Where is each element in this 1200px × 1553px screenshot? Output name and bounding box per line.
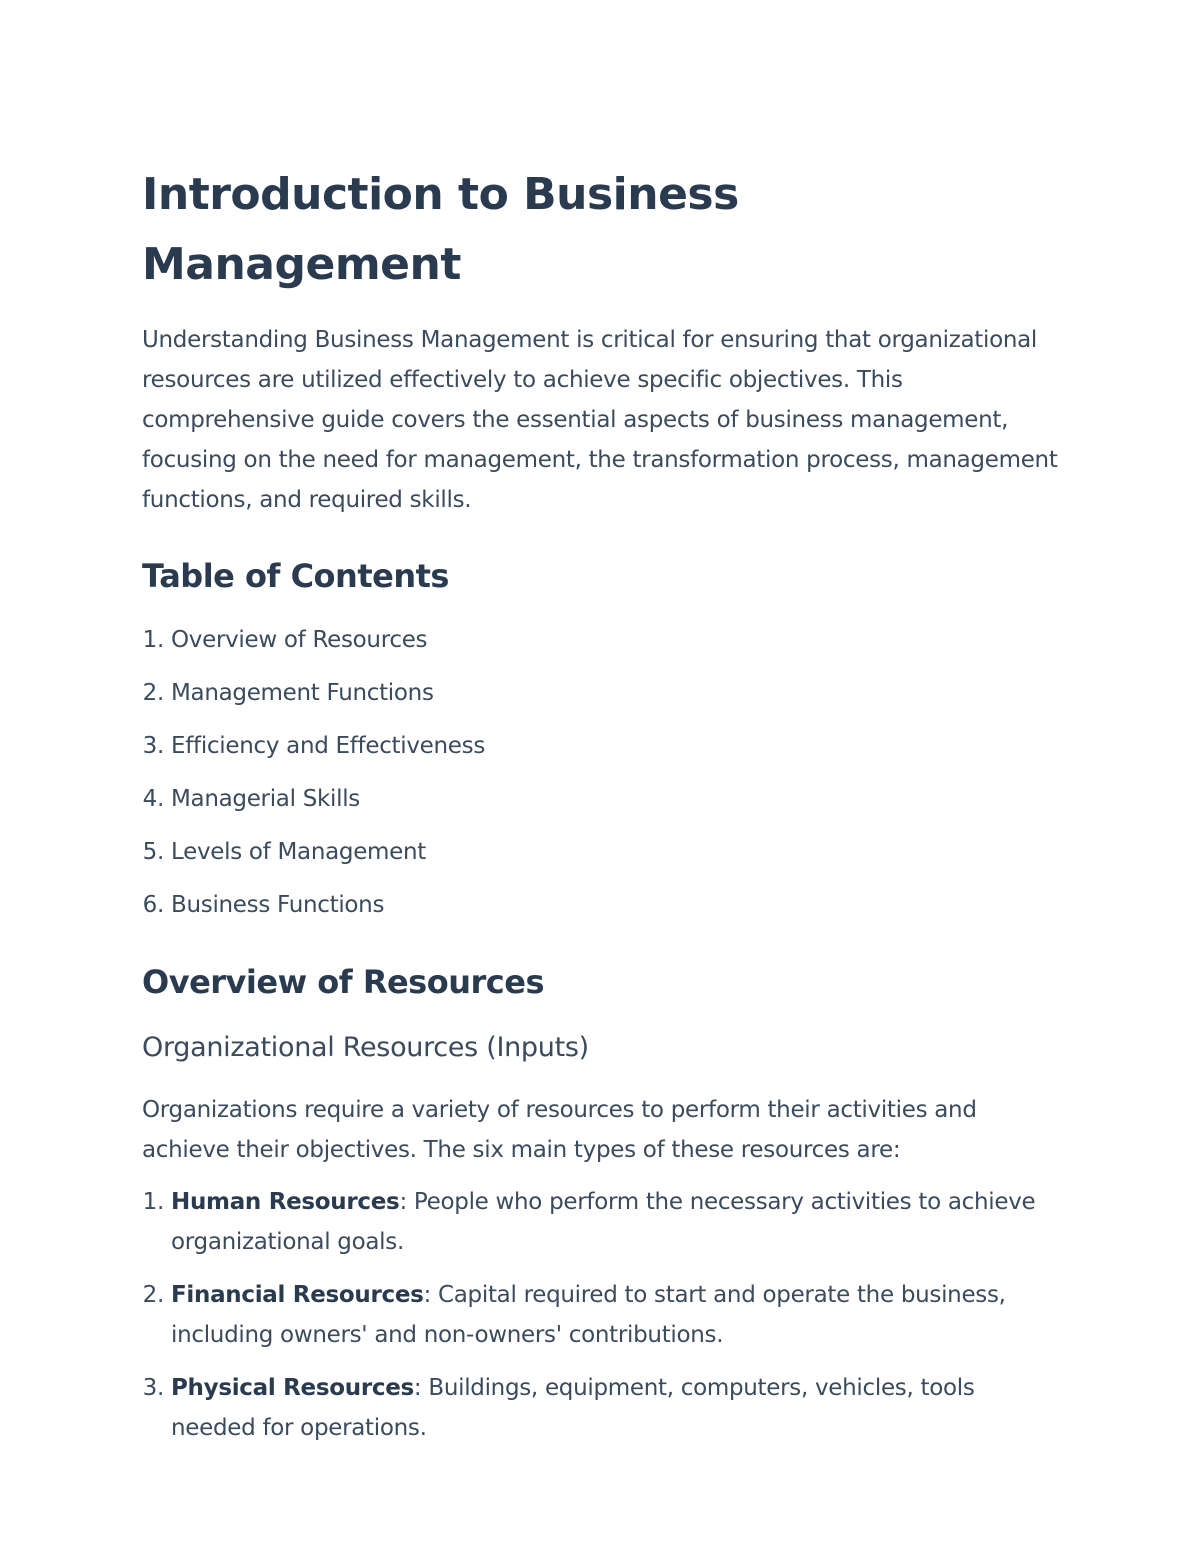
resource-description: : Capital required to start and operate the business, including owners' and non-owners' contributions.: [171, 1282, 1006, 1348]
toc-item-number: 3.: [142, 733, 164, 759]
resource-term: Physical Resources: [171, 1375, 414, 1401]
document-page: [142, 160, 1062, 1461]
toc-item-label: Business Functions: [171, 892, 385, 918]
toc-item-number: 1.: [142, 627, 164, 653]
toc-item[interactable]: [142, 879, 1062, 932]
toc-item-label: Managerial Skills: [171, 786, 360, 812]
toc-item[interactable]: [142, 667, 1062, 720]
page-title: Introduction to Business Management: [142, 169, 739, 290]
resource-item-body: [171, 1182, 1062, 1262]
section-paragraph: Organizations require a variety of resources to perform their activities and achieve their objectives. The six main types of these resources are:: [142, 1097, 977, 1163]
resource-item: [142, 1182, 1062, 1262]
resource-item: [142, 1275, 1062, 1355]
toc-item-number: 2.: [142, 680, 164, 706]
toc-item-label: Management Functions: [171, 680, 434, 706]
resource-item-number: 2.: [142, 1282, 164, 1308]
toc-item-number: 4.: [142, 786, 164, 812]
intro-paragraph: Understanding Business Management is critical for ensuring that organizational resources are utilized effectively to achieve specific objectives. This comprehensive guide covers the essential aspects of business management, focusing on the need for management, the transformation process, management functions, and required skills.: [142, 327, 1058, 513]
resource-description: : People who perform the necessary activities to achieve organizational goals.: [171, 1189, 1036, 1255]
resource-term: Human Resources: [171, 1189, 400, 1215]
toc-item[interactable]: [142, 720, 1062, 773]
resource-description: : Buildings, equipment, computers, vehicles, tools needed for operations.: [171, 1375, 975, 1441]
toc-item[interactable]: [142, 826, 1062, 879]
resource-item-body: [171, 1368, 1062, 1448]
section-subheading: Organizational Resources (Inputs): [142, 1032, 589, 1063]
section-heading: Overview of Resources: [142, 963, 544, 1001]
resource-item: [142, 1368, 1062, 1448]
toc-item-label: Efficiency and Effectiveness: [171, 733, 486, 759]
toc-item-label: Overview of Resources: [171, 627, 428, 653]
resource-item-body: [171, 1275, 1062, 1355]
toc-heading: Table of Contents: [142, 557, 449, 595]
toc-item[interactable]: [142, 773, 1062, 826]
toc-item-number: 5.: [142, 839, 164, 865]
resource-item-number: 3.: [142, 1375, 164, 1401]
table-of-contents: [142, 614, 1062, 932]
resource-item-number: 1.: [142, 1189, 164, 1215]
toc-item-label: Levels of Management: [171, 839, 426, 865]
resource-list: [142, 1182, 1062, 1448]
resource-term: Financial Resources: [171, 1282, 424, 1308]
toc-item[interactable]: [142, 614, 1062, 667]
toc-item-number: 6.: [142, 892, 164, 918]
